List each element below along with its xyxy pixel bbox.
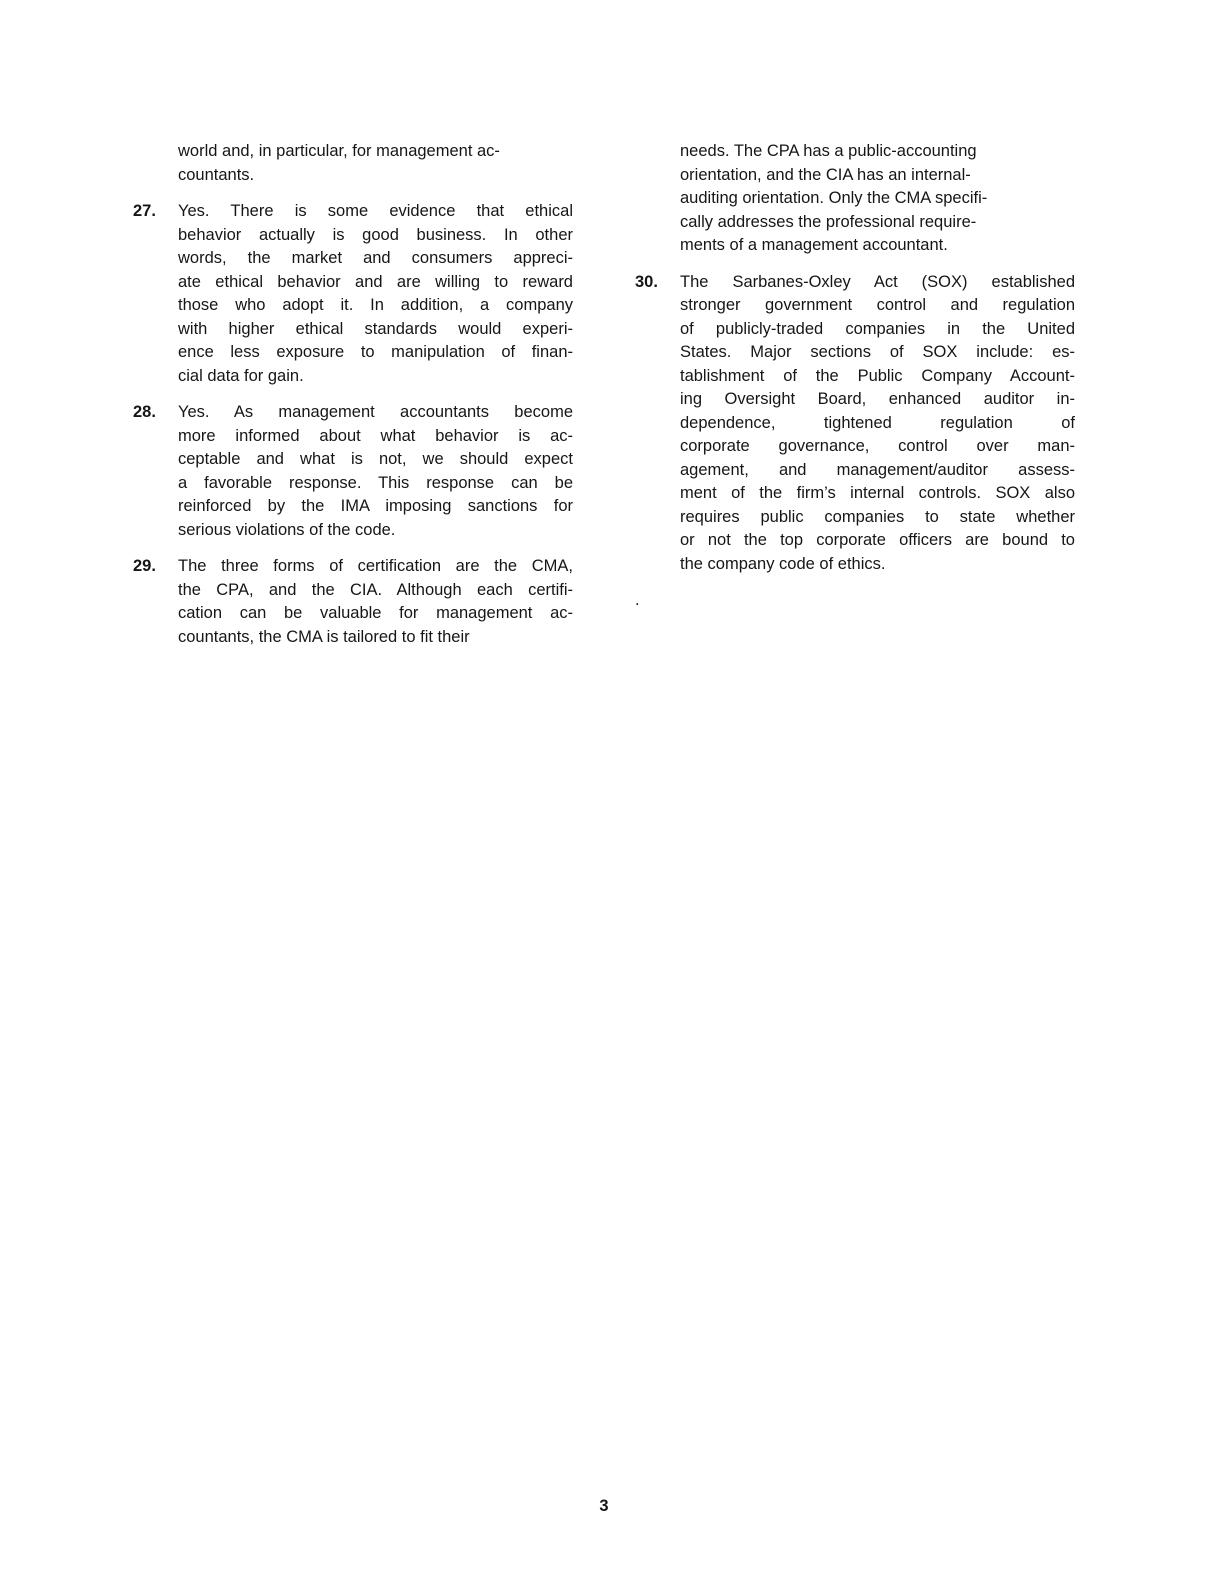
text-line: ate ethical behavior and are willing to reward: [178, 272, 573, 291]
right-column: [635, 140, 1075, 662]
text-line: agement, and management/auditor assess-: [680, 460, 1075, 479]
continuation-paragraph: [635, 140, 1075, 258]
text-line: ing Oversight Board, enhanced auditor in-: [680, 390, 1075, 408]
text-line: those who adopt it. In addition, a company: [178, 296, 573, 314]
text-line: requires public companies to state whether: [680, 507, 1075, 526]
text-line: stronger government control and regulation: [680, 296, 1075, 314]
answer-item: [133, 200, 573, 388]
text-line: or not the top corporate officers are bound to: [680, 531, 1075, 549]
answer-text: [680, 271, 1075, 577]
text-line: Yes. As management accountants become: [178, 403, 573, 421]
answer-item: [635, 271, 1075, 577]
text-line: the company code of ethics.: [680, 554, 886, 573]
answer-number: [635, 140, 680, 258]
text-line: ence less exposure to manipulation of finan-: [178, 343, 573, 361]
text-line: more informed about what behavior is ac-: [178, 426, 573, 445]
text-line: words, the market and consumers appreci-: [178, 249, 573, 267]
text-line: cial data for gain.: [178, 366, 304, 385]
text-line: The three forms of certification are the CMA,: [178, 557, 573, 575]
answer-text: [680, 140, 1075, 258]
text-line: Yes. There is some evidence that ethical: [178, 202, 573, 220]
text-line: ceptable and what is not, we should expect: [178, 450, 573, 468]
left-column: [133, 140, 573, 662]
answer-item: [133, 555, 573, 649]
page-number: 3: [599, 1497, 609, 1515]
text-line: tablishment of the Public Company Account-: [680, 366, 1075, 385]
text-line: needs. The CPA has a public-accounting: [680, 142, 977, 160]
answer-item: [133, 401, 573, 542]
text-line: of publicly-traded companies in the United: [680, 319, 1075, 338]
text-line: cally addresses the professional require-: [680, 212, 977, 231]
answer-number: 29.: [133, 557, 156, 575]
answer-text: [178, 401, 573, 542]
text-line: cation can be valuable for management ac-: [178, 604, 573, 622]
text-line: States. Major sections of SOX include: es-: [680, 343, 1075, 361]
text-line: the CPA, and the CIA. Although each certifi-: [178, 580, 573, 599]
continuation-paragraph: [133, 140, 573, 187]
text-line: corporate governance, control over man-: [680, 437, 1075, 455]
text-line: serious violations of the code.: [178, 520, 396, 539]
stray-dot: [635, 589, 1075, 613]
answer-text: [680, 589, 1075, 613]
answer-number: [133, 140, 178, 187]
answer-number: 28.: [133, 403, 156, 421]
text-line: with higher ethical standards would experi-: [178, 319, 573, 338]
answer-number: 30.: [635, 272, 658, 291]
answer-text: [178, 200, 573, 388]
text-line: auditing orientation. Only the CMA specifi-: [680, 189, 988, 207]
text-line: behavior actually is good business. In other: [178, 225, 573, 244]
text-line: dependence, tightened regulation of: [680, 413, 1075, 432]
answer-text: [178, 555, 573, 649]
text-line: The Sarbanes-Oxley Act (SOX) established: [680, 272, 1075, 291]
answer-number: 27.: [133, 202, 156, 220]
text-line: reinforced by the IMA imposing sanctions for: [178, 497, 573, 515]
text-columns: [133, 140, 1075, 662]
text-line: orientation, and the CIA has an internal-: [680, 165, 971, 184]
text-line: world and, in particular, for management ac-: [178, 142, 500, 160]
text-line: countants, the CMA is tailored to fit their: [178, 627, 470, 646]
text-line: ments of a management accountant.: [680, 236, 948, 254]
answer-number: .: [635, 591, 640, 609]
answer-text: [178, 140, 573, 187]
text-line: a favorable response. This response can be: [178, 473, 573, 492]
text-line: countants.: [178, 165, 255, 184]
text-line: ment of the firm’s internal controls. SOX also: [680, 484, 1075, 502]
